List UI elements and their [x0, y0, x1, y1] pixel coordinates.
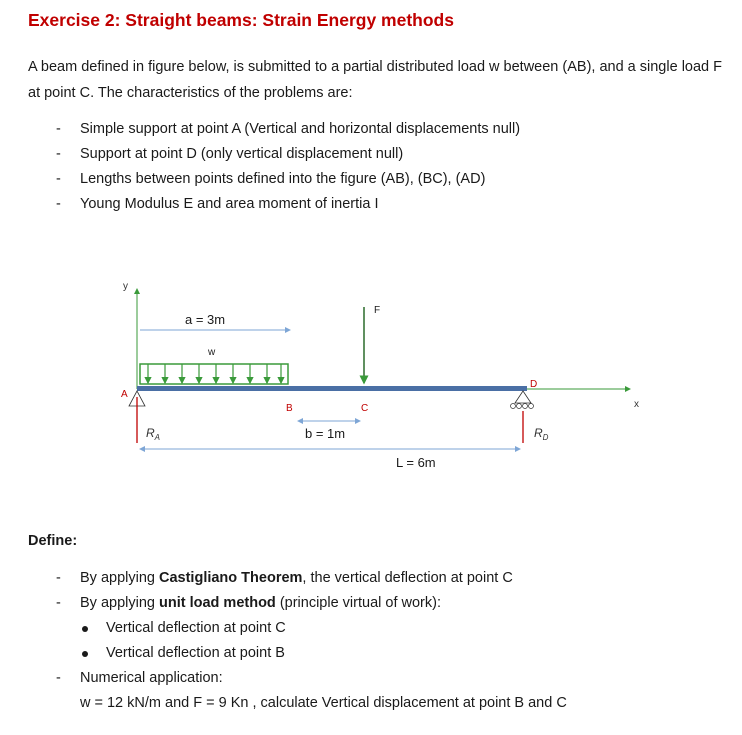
beam-figure — [100, 275, 660, 485]
task-numerical: - Numerical application: w = 12 kN/m and F = 9 Kn , calculate Vertical displacement at point B and C — [56, 666, 567, 716]
load-arrows — [148, 364, 281, 383]
load-w-label: w — [208, 347, 216, 358]
task-castigliano: - By applying Castigliano Theorem, the vertical deflection at point C — [56, 566, 567, 591]
intro-paragraph: A beam defined in figure below, is submitted to a partial distributed load w between (AB), and a single load F at point C. The characteristics of the problems are: — [28, 59, 722, 101]
characteristics-list — [56, 117, 520, 217]
dimension-a-label: a = 3m — [185, 312, 226, 327]
numerical-values: w = 12 kN/m and F = 9 Kn , calculate Vertical displacement at point B and C — [80, 695, 567, 711]
load-F-label: F — [374, 305, 381, 316]
characteristic-item: - Young Modulus E and area moment of inertia I — [56, 192, 520, 217]
characteristic-item: - Simple support at point A (Vertical and horizontal displacements null) — [56, 117, 520, 142]
subtask-item: Vertical deflection at point B — [80, 641, 567, 666]
support-D — [515, 391, 531, 403]
characteristic-item: - Support at point D (only vertical displacement null) — [56, 142, 520, 167]
distributed-load — [140, 364, 288, 384]
beam — [137, 386, 527, 391]
task-unit-load: - By applying unit load method (principle virtual of work): Vertical deflection at point C Vertical deflection at point B — [56, 591, 567, 666]
y-axis-label: y — [123, 281, 128, 292]
characteristic-item: - Lengths between points defined into the figure (AB), (BC), (AD) — [56, 167, 520, 192]
point-B-label: B — [286, 403, 293, 414]
point-D-label: D — [530, 379, 538, 390]
dimension-b-label: b = 1m — [305, 426, 346, 441]
x-axis-label: x — [634, 399, 639, 410]
support-D-rollers — [511, 404, 534, 409]
reaction-RD-label: $R_D$ — [534, 426, 549, 442]
beam-diagram — [100, 275, 660, 485]
reaction-RA-label: $R_A$ — [146, 426, 161, 442]
point-C-label: C — [361, 403, 369, 414]
tasks-list — [56, 566, 567, 716]
point-A-label: A — [121, 389, 128, 400]
subtask-item: Vertical deflection at point C — [80, 616, 567, 641]
unit-load-subtasks — [80, 616, 567, 666]
dimension-L-label: L = 6m — [396, 455, 436, 470]
exercise-title: Exercise 2: Straight beams: Strain Energy methods — [28, 10, 454, 30]
define-label: Define: — [28, 533, 78, 549]
